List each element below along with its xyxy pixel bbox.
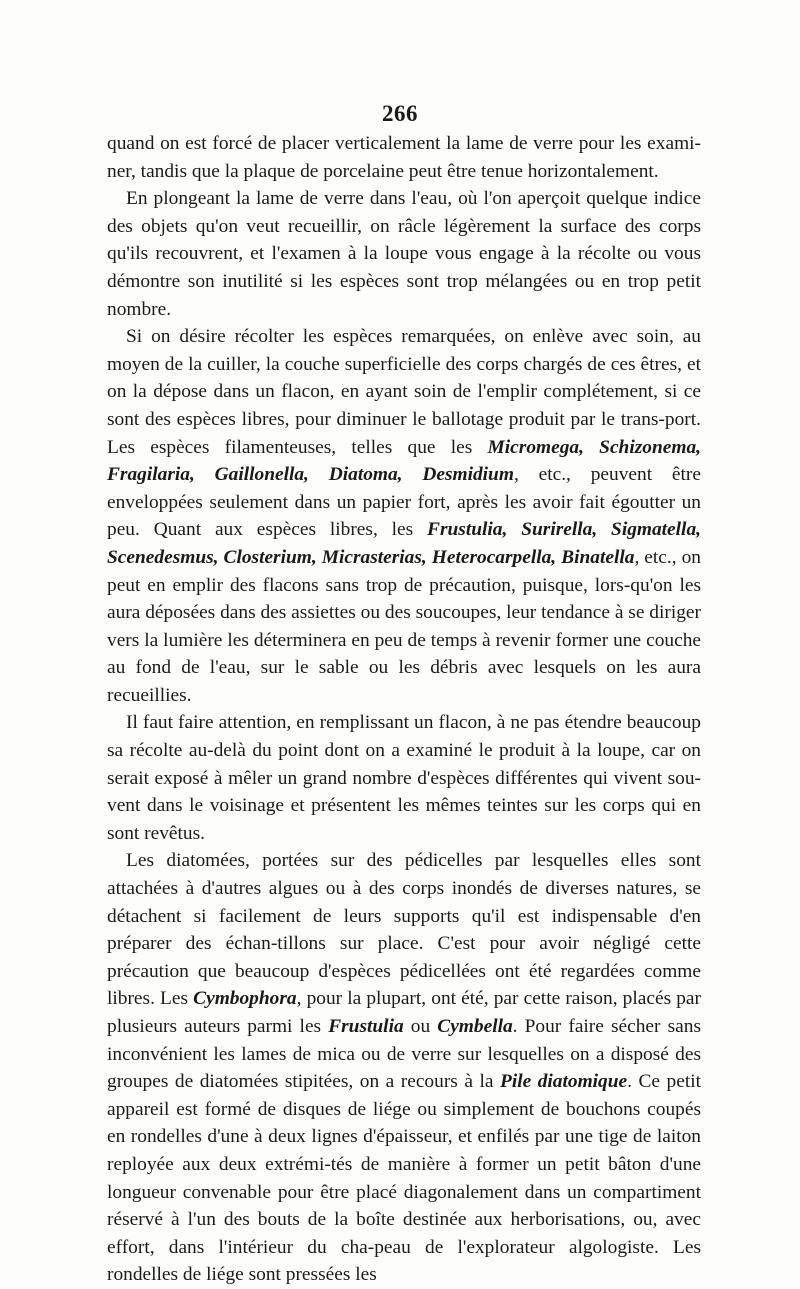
italic-term: Pile diatomique (499, 1071, 628, 1093)
paragraph (107, 185, 701, 323)
text-run: ou (403, 1016, 438, 1037)
italic-term: Micromega, Schizonema, Fragilaria, Gaillonella, Diatoma, Desmidium (107, 436, 701, 486)
body-text (107, 130, 701, 1289)
text-run: . Pour faire sécher sans inconvénient les lames de mica ou de verre sur lesquelles on a disposé des groupes de diatomées stipitées, on a recours à la (107, 1016, 701, 1093)
paragraph (107, 323, 701, 709)
paragraph (107, 130, 701, 185)
text-run: , pour la plupart, ont été, par cette raison, placés par plusieurs auteurs parmi les (107, 988, 701, 1037)
text-run: quand on est forcé de placer verticalement la lame de verre pour les exami-ner, tandis que la plaque de porcelaine peut être tenue horizontalement. (107, 133, 701, 182)
text-run: Les diatomées, portées sur des pédicelles par lesquelles elles sont attachées à d'autres algues ou à des corps inondés de diverses natures, se détachent si facilement de leurs supports qu'il est indispensable d'en préparer des échan-tillons sur place. C'est pour avoir négligé cette précaution que beaucoup d'espèces pédicellées ont été regardées comme libres. Les (107, 850, 701, 1010)
paragraph (107, 709, 701, 847)
text-run: , etc., peuvent être enveloppées seulement dans un papier fort, après les avoir fait égoutter un peu. Quant aux espèces libres, les (107, 464, 701, 541)
text-run: . Ce petit appareil est formé de disques de liége ou simplement de bouchons coupés en rondelles d'une à deux lignes d'épaisseur, et enfilés par une tige de laiton reployée aux deux extrémi-tés de manière à former un petit bâton d'une longueur convenable pour être placé diagonalement dans un compartiment réservé à l'un des bouts de la boîte destinée aux herborisations, ou, avec effort, dans l'intérieur du cha-peau de l'explorateur algologiste. Les rondelles de liége sont pressées les (107, 1071, 701, 1286)
text-run: Si on désire récolter les espèces remarquées, on enlève avec soin, au moyen de la cuiller, la couche superficielle des corps chargés de ces êtres, et on la dépose dans un flacon, en ayant soin de l'emplir complétement, si ce sont des espèces libres, pour diminuer le ballotage produit par le trans-port. Les espèces filamenteuses, telles que les (107, 326, 701, 458)
italic-term: Cymbella (437, 1016, 513, 1037)
italic-term: Cymbophora (193, 988, 297, 1010)
paragraph (107, 847, 701, 1289)
text-run: En plongeant la lame de verre dans l'eau, où l'on aperçoit quelque indice des objets qu'on veut recueillir, on râcle légèrement la surface des corps qu'ils recouvrent, et l'examen à la loupe vous engage à la récolte ou vous démontre son inutilité si les espèces sont trop mélangées ou en trop petit nombre. (107, 188, 701, 320)
italic-term: Frustulia, Surirella, Sigmatella, Scenedesmus, Closterium, Micrasterias, Heterocarpella, Binatella (107, 519, 701, 568)
text-run: , etc., on peut en emplir des flacons sans trop de précaution, puisque, lors-qu'on les aura déposées dans des assiettes ou des soucoupes, leur tendance à se diriger vers la lumière les déterminera en peu de temps à revenir former une couche au fond de l'eau, sur le sable ou les débris avec lesquels on les aura recueillies. (107, 546, 701, 706)
page-number: 266 (382, 101, 418, 126)
text-run: Il faut faire attention, en remplissant un flacon, à ne pas étendre beaucoup sa récolte au-delà du point dont on a examiné le produit à la loupe, car on serait exposé à mêler un grand nombre d'espèces différentes qui vivent sou-vent dans le voisinage et présentent les mêmes teintes sur les corps qui en sont revêtus. (107, 712, 701, 844)
italic-term: Frustulia (328, 1016, 404, 1037)
